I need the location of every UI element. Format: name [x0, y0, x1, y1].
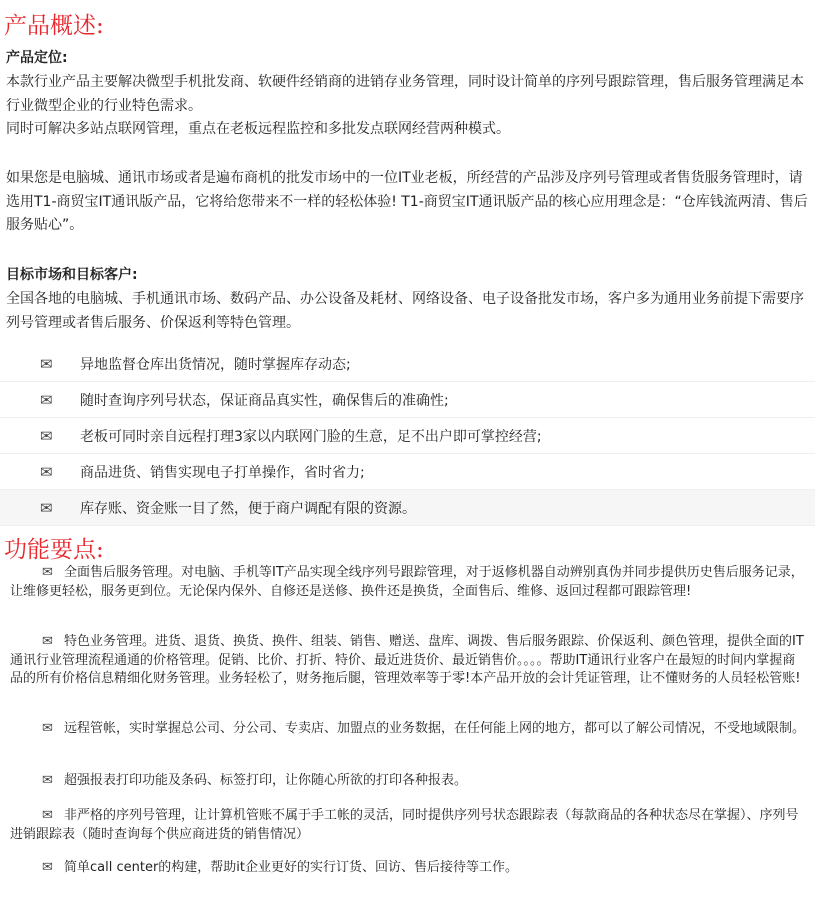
market-paragraph: 全国各地的电脑城、手机通讯市场、数码产品、办公设备及耗材、网络设备、电子设备批发市场，客户多为通用业务前提下需要序列号管理或者售后服务、价保返利等特色管理。	[6, 291, 804, 331]
envelope-icon: ✉	[42, 634, 53, 649]
feature-item	[10, 564, 808, 601]
envelope-icon: ✉	[42, 565, 53, 580]
feature-text: 全面售后服务管理。对电脑、手机等IT产品实现全线序列号跟踪管理，对于返修机器自动辨别真伪并同步提供历史售后服务记录，让维修更轻松，服务更到位。无论保内保外、自修还是送修、换件还是换货，全面售后、维修、返回过程都可跟踪管理!	[10, 565, 804, 599]
envelope-icon: ✉	[40, 390, 53, 409]
positioning-paragraph-3: 如果您是电脑城、通讯市场或者是遍布商机的批发市场中的一位IT业老板，所经营的产品涉及序列号管理或者售货服务管理时，请选用T1-商贸宝IT通讯版产品，它将给您带来不一样的轻松体验! T1-商贸宝IT通讯版产品的核心应用理念是：“仓库钱流两清、售后服务贴心”。	[6, 170, 808, 233]
list-item	[0, 382, 815, 418]
positioning-paragraph-1: 本款行业产品主要解决微型手机批发商、软硬件经销商的进销存业务管理，同时设计简单的序列号跟踪管理，售后服务管理满足本行业微型企业的行业特色需求。	[6, 74, 804, 114]
feature-text: 非严格的序列号管理，让计算机管账不属于手工帐的灵活，同时提供序列号状态跟踪表（每款商品的各种状态尽在掌握）、序列号进销跟踪表（随时查询每个供应商进货的销售情况）	[10, 808, 799, 842]
feature-item	[10, 807, 808, 844]
list-item	[0, 454, 815, 490]
positioning-title: 产品定位:	[6, 50, 68, 66]
feature-text: 简单call center的构建，帮助it企业更好的实行订货、回访、售后接待等工作。	[64, 860, 519, 875]
list-item	[0, 490, 815, 526]
feature-item	[10, 720, 808, 739]
overview-title: 产品概述:	[4, 13, 104, 39]
feature-item	[10, 633, 808, 689]
envelope-icon: ✉	[40, 426, 53, 445]
list-item	[0, 346, 815, 382]
positioning-paragraph-2: 同时可解决多站点联网管理，重点在老板远程监控和多批发点联网经营两种模式。	[6, 121, 510, 137]
feature-item	[10, 772, 808, 791]
envelope-icon: ✉	[42, 773, 53, 788]
list-item-text: 随时查询序列号状态，保证商品真实性，确保售后的准确性;	[80, 392, 449, 409]
envelope-icon: ✉	[42, 860, 53, 875]
list-item-text: 商品进货、销售实现电子打单操作，省时省力;	[80, 464, 365, 481]
market-title: 目标市场和目标客户:	[6, 267, 138, 283]
feature-text: 超强报表打印功能及条码、标签打印，让你随心所欲的打印各种报表。	[64, 773, 468, 788]
envelope-icon: ✉	[40, 498, 53, 517]
features-title: 功能要点:	[4, 537, 104, 563]
list-item	[0, 418, 815, 454]
feature-item	[10, 859, 808, 878]
envelope-icon: ✉	[40, 462, 53, 481]
benefit-list	[0, 346, 815, 526]
envelope-icon: ✉	[40, 354, 53, 373]
list-item-text: 异地监督仓库出货情况，随时掌握库存动态;	[80, 356, 351, 373]
list-item-text: 库存账、资金账一目了然，便于商户调配有限的资源。	[80, 500, 416, 517]
envelope-icon: ✉	[42, 721, 53, 736]
list-item-text: 老板可同时亲自远程打理3家以内联网门脸的生意，足不出户即可掌控经营;	[80, 428, 542, 445]
envelope-icon: ✉	[42, 808, 53, 823]
feature-text: 远程管帐，实时掌握总公司、分公司、专卖店、加盟点的业务数据，在任何能上网的地方，都可以了解公司情况，不受地域限制。	[64, 721, 806, 736]
feature-text: 特色业务管理。进货、退货、换货、换件、组装、销售、赠送、盘库、调拨、售后服务跟踪、价保返利、颜色管理，提供全面的IT通讯行业管理流程通通的价格管理。促销、比价、打折、特价、最近进货价、最近销售价。。。。帮助IT通讯行业客户在最短的时间内掌握商品的所有价格信息精细化财务管理。业务轻松了，财务拖后腿，管理效率等于零!本产品开放的会计凭证管理，让不懂财务的人员轻松管账!	[10, 634, 804, 686]
